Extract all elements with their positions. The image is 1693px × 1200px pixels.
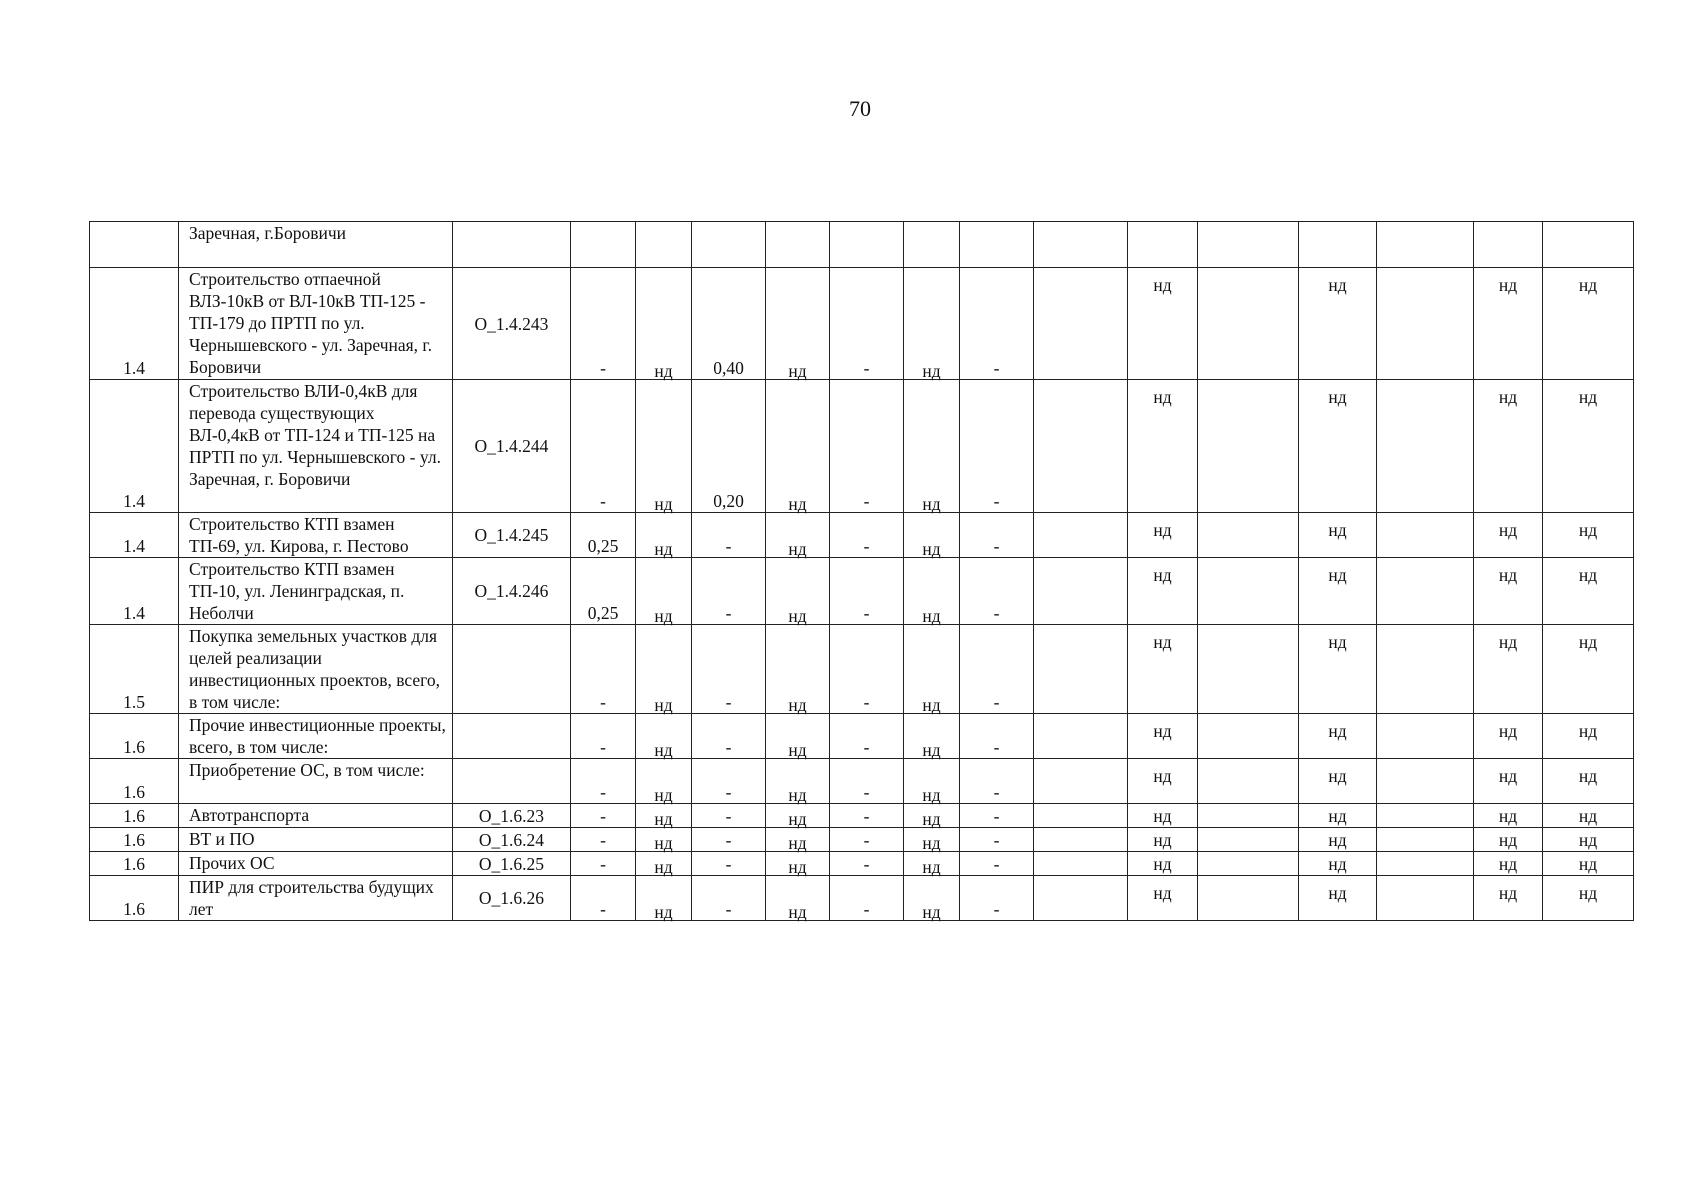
- row-number-cell: 1.6: [90, 759, 179, 804]
- empty-cell: [1198, 759, 1299, 804]
- row-number-cell: 1.6: [90, 876, 179, 921]
- nd-cell: нд: [1474, 714, 1543, 759]
- table-row: [90, 876, 1634, 921]
- nd-cell: нд: [1128, 268, 1198, 380]
- row-number-cell: [90, 222, 179, 268]
- page-number: 70: [849, 96, 871, 121]
- value-cell: -: [960, 268, 1034, 380]
- nd-cell: нд: [1299, 268, 1377, 380]
- value-cell: нд: [904, 271, 960, 383]
- nd-cell: нд: [1543, 625, 1634, 714]
- nd-cell: нд: [1474, 828, 1543, 852]
- row-code-cell: О_1.4.246: [453, 558, 571, 625]
- empty-cell: [1034, 714, 1128, 759]
- nd-cell: нд: [1543, 852, 1634, 876]
- value-cell: нд: [636, 831, 692, 855]
- value-cell: -: [571, 380, 636, 513]
- investment-table: [89, 221, 1634, 921]
- value-cell: -: [830, 876, 904, 921]
- value-cell: -: [960, 380, 1034, 513]
- value-cell: нд: [766, 855, 830, 879]
- nd-cell: нд: [1128, 558, 1198, 625]
- nd-cell: нд: [1543, 380, 1634, 513]
- empty-cell: [1034, 222, 1128, 268]
- empty-cell: [1377, 222, 1474, 268]
- row-name-cell: Строительство КТП взамен ТП-10, ул. Ленинградская, п. Неболчи: [179, 558, 453, 625]
- nd-cell: нд: [1299, 852, 1377, 876]
- table-row: [90, 380, 1634, 513]
- empty-cell: [1377, 513, 1474, 558]
- nd-cell: нд: [1474, 852, 1543, 876]
- nd-cell: нд: [1128, 625, 1198, 714]
- value-cell: 0,25: [571, 513, 636, 558]
- row-number-cell: 1.6: [90, 828, 179, 852]
- table-row: [90, 759, 1634, 804]
- nd-cell: нд: [1543, 804, 1634, 828]
- value-cell: -: [830, 268, 904, 380]
- row-number-cell: 1.5: [90, 625, 179, 714]
- row-code-cell: [453, 714, 571, 759]
- empty-cell: [1034, 759, 1128, 804]
- value-cell: -: [830, 558, 904, 625]
- empty-cell: [1034, 828, 1128, 852]
- value-cell: -: [692, 513, 766, 558]
- value-cell: -: [692, 759, 766, 804]
- nd-cell: нд: [1299, 876, 1377, 921]
- value-cell: -: [830, 828, 904, 852]
- row-code-cell: О_1.6.25: [453, 852, 571, 876]
- empty-cell: [1377, 714, 1474, 759]
- empty-cell: [1198, 222, 1299, 268]
- value-cell: 0,40: [692, 268, 766, 380]
- value-cell: -: [830, 714, 904, 759]
- value-cell: нд: [904, 807, 960, 831]
- value-cell: нд: [904, 383, 960, 516]
- empty-cell: [1377, 804, 1474, 828]
- row-number-cell: 1.6: [90, 804, 179, 828]
- row-code-cell: [453, 222, 571, 268]
- value-cell: [904, 222, 960, 268]
- empty-cell: [1377, 268, 1474, 380]
- value-cell: нд: [636, 807, 692, 831]
- row-number-cell: 1.4: [90, 380, 179, 513]
- empty-cell: [1034, 513, 1128, 558]
- row-code-cell: О_1.4.244: [453, 380, 571, 513]
- empty-cell: [1034, 876, 1128, 921]
- value-cell: нд: [904, 717, 960, 762]
- empty-cell: [1377, 558, 1474, 625]
- row-name-cell: ВТ и ПО: [179, 828, 453, 852]
- value-cell: -: [692, 625, 766, 714]
- value-cell: -: [960, 558, 1034, 625]
- nd-cell: нд: [1543, 513, 1634, 558]
- row-number-cell: 1.6: [90, 852, 179, 876]
- empty-cell: [1198, 558, 1299, 625]
- value-cell: -: [571, 714, 636, 759]
- row-number-cell: 1.4: [90, 268, 179, 380]
- nd-cell: нд: [1299, 513, 1377, 558]
- row-code-cell: [453, 625, 571, 714]
- value-cell: нд: [636, 516, 692, 561]
- value-cell: [766, 222, 830, 268]
- value-cell: -: [960, 804, 1034, 828]
- row-code-cell: О_1.4.243: [453, 268, 571, 380]
- value-cell: -: [692, 828, 766, 852]
- nd-cell: нд: [1128, 513, 1198, 558]
- value-cell: 0,20: [692, 380, 766, 513]
- nd-cell: нд: [1474, 380, 1543, 513]
- value-cell: нд: [904, 516, 960, 561]
- value-cell: -: [830, 804, 904, 828]
- nd-cell: нд: [1128, 876, 1198, 921]
- empty-cell: [1198, 268, 1299, 380]
- nd-cell: нд: [1474, 513, 1543, 558]
- value-cell: -: [960, 828, 1034, 852]
- empty-cell: [1377, 759, 1474, 804]
- nd-cell: нд: [1474, 804, 1543, 828]
- empty-cell: [1198, 380, 1299, 513]
- value-cell: нд: [904, 561, 960, 628]
- value-cell: нд: [904, 831, 960, 855]
- value-cell: нд: [636, 855, 692, 879]
- row-name-cell: Приобретение ОС, в том числе:: [179, 759, 453, 804]
- value-cell: -: [571, 268, 636, 380]
- nd-cell: нд: [1128, 828, 1198, 852]
- nd-cell: нд: [1474, 558, 1543, 625]
- value-cell: нд: [904, 879, 960, 924]
- empty-cell: [1198, 852, 1299, 876]
- value-cell: нд: [766, 807, 830, 831]
- value-cell: -: [692, 852, 766, 876]
- value-cell: -: [571, 852, 636, 876]
- nd-cell: нд: [1128, 759, 1198, 804]
- value-cell: -: [830, 759, 904, 804]
- nd-cell: нд: [1474, 759, 1543, 804]
- empty-cell: [1034, 852, 1128, 876]
- empty-cell: [1198, 513, 1299, 558]
- nd-cell: [1543, 222, 1634, 268]
- value-cell: нд: [766, 879, 830, 924]
- value-cell: -: [571, 759, 636, 804]
- table-row: [90, 558, 1634, 625]
- nd-cell: нд: [1128, 380, 1198, 513]
- value-cell: -: [571, 828, 636, 852]
- value-cell: -: [960, 876, 1034, 921]
- nd-cell: [1128, 222, 1198, 268]
- empty-cell: [1377, 625, 1474, 714]
- value-cell: -: [692, 714, 766, 759]
- table-row: [90, 625, 1634, 714]
- nd-cell: нд: [1299, 714, 1377, 759]
- table-row: [90, 714, 1634, 759]
- nd-cell: нд: [1128, 714, 1198, 759]
- nd-cell: нд: [1474, 268, 1543, 380]
- value-cell: нд: [766, 561, 830, 628]
- row-code-cell: О_1.6.26: [453, 876, 571, 921]
- value-cell: -: [830, 852, 904, 876]
- value-cell: нд: [636, 879, 692, 924]
- value-cell: нд: [766, 628, 830, 717]
- row-name-cell: Строительство отпаечной ВЛЗ-10кВ от ВЛ-10кВ ТП-125 - ТП-179 до ПРТП по ул. Чернышевского - ул. Заречная, г. Боровичи: [179, 268, 453, 380]
- row-code-cell: [453, 759, 571, 804]
- row-number-cell: 1.4: [90, 558, 179, 625]
- nd-cell: нд: [1299, 558, 1377, 625]
- nd-cell: нд: [1128, 804, 1198, 828]
- value-cell: -: [960, 513, 1034, 558]
- value-cell: -: [571, 876, 636, 921]
- value-cell: нд: [636, 383, 692, 516]
- value-cell: нд: [636, 561, 692, 628]
- row-name-cell: Прочих ОС: [179, 852, 453, 876]
- table-row: [90, 828, 1634, 852]
- row-name-cell: Строительство ВЛИ-0,4кВ для перевода существующих ВЛ-0,4кВ от ТП-124 и ТП-125 на ПРТП по ул. Чернышевского - ул. Заречная, г. Боровичи: [179, 380, 453, 513]
- empty-cell: [1377, 380, 1474, 513]
- row-name-cell: ПИР для строительства будущих лет: [179, 876, 453, 921]
- table-row: [90, 222, 1634, 268]
- row-code-cell: О_1.4.245: [453, 513, 571, 558]
- value-cell: 0,25: [571, 558, 636, 625]
- value-cell: нд: [904, 628, 960, 717]
- nd-cell: нд: [1543, 828, 1634, 852]
- empty-cell: [1377, 852, 1474, 876]
- nd-cell: нд: [1543, 876, 1634, 921]
- value-cell: [960, 222, 1034, 268]
- value-cell: [571, 222, 636, 268]
- value-cell: нд: [766, 831, 830, 855]
- row-name-cell: Автотранспорта: [179, 804, 453, 828]
- empty-cell: [1034, 804, 1128, 828]
- value-cell: -: [960, 852, 1034, 876]
- row-number-cell: 1.6: [90, 714, 179, 759]
- value-cell: нд: [636, 717, 692, 762]
- nd-cell: [1299, 222, 1377, 268]
- table-row: [90, 804, 1634, 828]
- nd-cell: нд: [1543, 759, 1634, 804]
- value-cell: -: [830, 625, 904, 714]
- empty-cell: [1034, 268, 1128, 380]
- nd-cell: нд: [1543, 714, 1634, 759]
- value-cell: -: [571, 625, 636, 714]
- nd-cell: нд: [1299, 759, 1377, 804]
- empty-cell: [1034, 558, 1128, 625]
- nd-cell: нд: [1128, 852, 1198, 876]
- value-cell: -: [830, 380, 904, 513]
- row-number-cell: 1.4: [90, 513, 179, 558]
- value-cell: нд: [766, 717, 830, 762]
- empty-cell: [1034, 625, 1128, 714]
- empty-cell: [1198, 828, 1299, 852]
- value-cell: -: [960, 625, 1034, 714]
- nd-cell: нд: [1299, 804, 1377, 828]
- empty-cell: [1198, 625, 1299, 714]
- value-cell: -: [692, 876, 766, 921]
- row-name-cell: Прочие инвестиционные проекты, всего, в том числе:: [179, 714, 453, 759]
- empty-cell: [1198, 876, 1299, 921]
- value-cell: -: [960, 759, 1034, 804]
- nd-cell: нд: [1543, 268, 1634, 380]
- nd-cell: нд: [1474, 876, 1543, 921]
- row-code-cell: О_1.6.24: [453, 828, 571, 852]
- nd-cell: нд: [1299, 828, 1377, 852]
- empty-cell: [1377, 876, 1474, 921]
- empty-cell: [1198, 804, 1299, 828]
- value-cell: нд: [636, 271, 692, 383]
- value-cell: [830, 222, 904, 268]
- nd-cell: [1474, 222, 1543, 268]
- value-cell: нд: [636, 628, 692, 717]
- table-row: [90, 513, 1634, 558]
- value-cell: -: [692, 558, 766, 625]
- value-cell: нд: [904, 855, 960, 879]
- row-code-cell: О_1.6.23: [453, 804, 571, 828]
- value-cell: -: [692, 804, 766, 828]
- empty-cell: [1198, 714, 1299, 759]
- table-row: [90, 268, 1634, 380]
- value-cell: [692, 222, 766, 268]
- value-cell: нд: [904, 762, 960, 807]
- value-cell: нд: [766, 516, 830, 561]
- value-cell: -: [960, 714, 1034, 759]
- value-cell: нд: [766, 762, 830, 807]
- value-cell: -: [830, 513, 904, 558]
- nd-cell: нд: [1543, 558, 1634, 625]
- value-cell: нд: [636, 762, 692, 807]
- row-name-cell: Строительство КТП взамен ТП-69, ул. Кирова, г. Пестово: [179, 513, 453, 558]
- row-name-cell: Покупка земельных участков для целей реализации инвестиционных проектов, всего, в том числе:: [179, 625, 453, 714]
- nd-cell: нд: [1474, 625, 1543, 714]
- table-row: [90, 852, 1634, 876]
- value-cell: нд: [766, 383, 830, 516]
- empty-cell: [1377, 828, 1474, 852]
- empty-cell: [1034, 380, 1128, 513]
- value-cell: -: [571, 804, 636, 828]
- value-cell: [636, 222, 692, 268]
- row-name-cell: Заречная, г.Боровичи: [179, 222, 453, 268]
- nd-cell: нд: [1299, 380, 1377, 513]
- nd-cell: нд: [1299, 625, 1377, 714]
- value-cell: нд: [766, 271, 830, 383]
